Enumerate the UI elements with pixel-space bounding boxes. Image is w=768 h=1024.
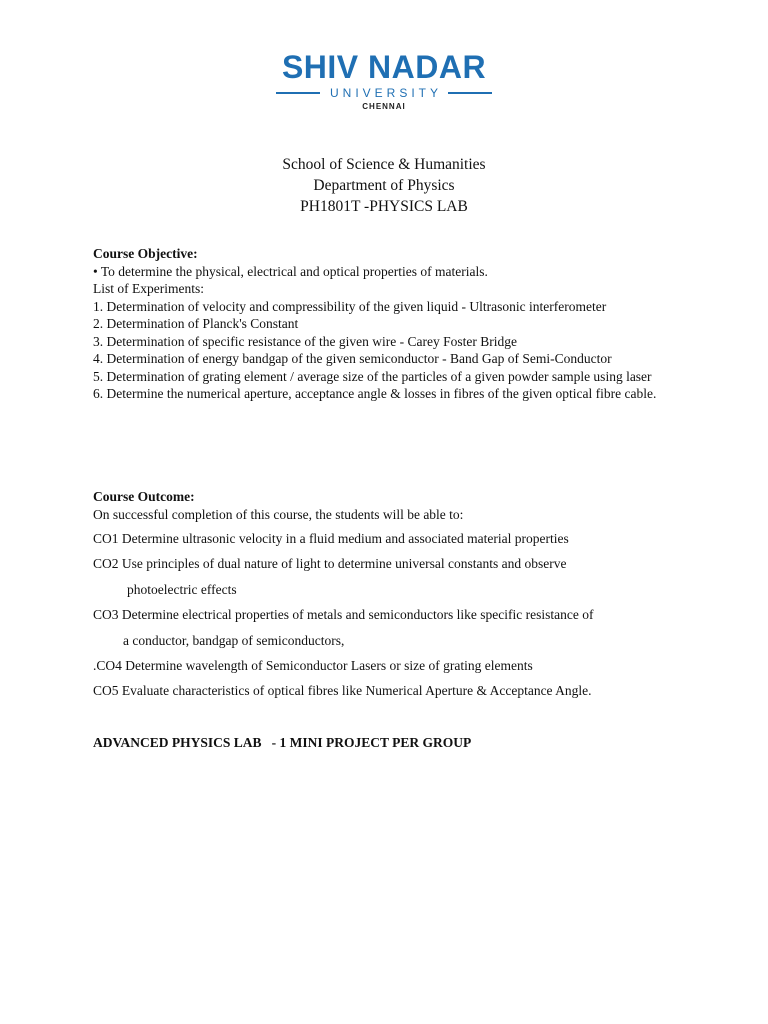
experiment-item: 6. Determine the numerical aperture, acceptance angle & losses in fibres of the given optical fibre cable.	[93, 386, 657, 401]
experiments-heading: List of Experiments:	[93, 281, 204, 296]
objective-heading: Course Objective:	[93, 246, 198, 261]
experiment-item: 2. Determination of Planck's Constant	[93, 316, 299, 331]
logo-right-rule	[448, 92, 492, 94]
experiment-item: 1. Determination of velocity and compressibility of the given liquid - Ultrasonic interferometer	[93, 298, 607, 314]
outcome-heading: Course Outcome:	[93, 489, 195, 504]
logo-name: SHIV NADAR	[281, 49, 487, 85]
outcome-co4: .CO4 Determine wavelength of Semiconductor Lasers or size of grating elements	[93, 658, 533, 673]
outcome-co2: CO2 Use principles of dual nature of light to determine universal constants and observe	[93, 556, 567, 571]
objective-bullet: • To determine the physical, electrical and optical properties of materials.	[93, 263, 488, 279]
advanced-lab-line: ADVANCED PHYSICS LAB - 1 MINI PROJECT PER GROUP	[93, 735, 472, 750]
document-header	[0, 154, 768, 217]
course-objective-section	[93, 245, 693, 403]
outcome-co2-continued: photoelectric effects	[127, 582, 237, 597]
logo-city: CHENNAI	[362, 102, 406, 111]
outcome-co5: CO5 Evaluate characteristics of optical fibres like Numerical Aperture & Acceptance Angle.	[93, 683, 592, 698]
experiment-item: 3. Determination of specific resistance of the given wire - Carey Foster Bridge	[93, 333, 517, 349]
school-name: School of Science & Humanities	[282, 156, 486, 173]
logo-left-rule	[276, 92, 320, 94]
department-name: Department of Physics	[313, 177, 455, 194]
experiment-item: 5. Determination of grating element / average size of the particles of a given powder sample using laser	[93, 368, 652, 384]
course-outcome-section	[93, 488, 693, 523]
outcome-co3-continued: a conductor, bandgap of semiconductors,	[123, 633, 345, 648]
outcome-co1: CO1 Determine ultrasonic velocity in a fluid medium and associated material properties	[93, 531, 569, 546]
course-title: PH1801T -PHYSICS LAB	[300, 198, 468, 215]
logo-university-row	[0, 86, 768, 100]
outcome-co3: CO3 Determine electrical properties of metals and semiconductors like specific resistance of	[93, 607, 594, 622]
outcome-intro: On successful completion of this course, the students will be able to:	[93, 506, 464, 522]
logo-university: UNIVERSITY	[329, 86, 442, 100]
experiment-item: 4. Determination of energy bandgap of the given semiconductor - Band Gap of Semi-Conductor	[93, 351, 612, 366]
university-logo	[0, 50, 768, 112]
